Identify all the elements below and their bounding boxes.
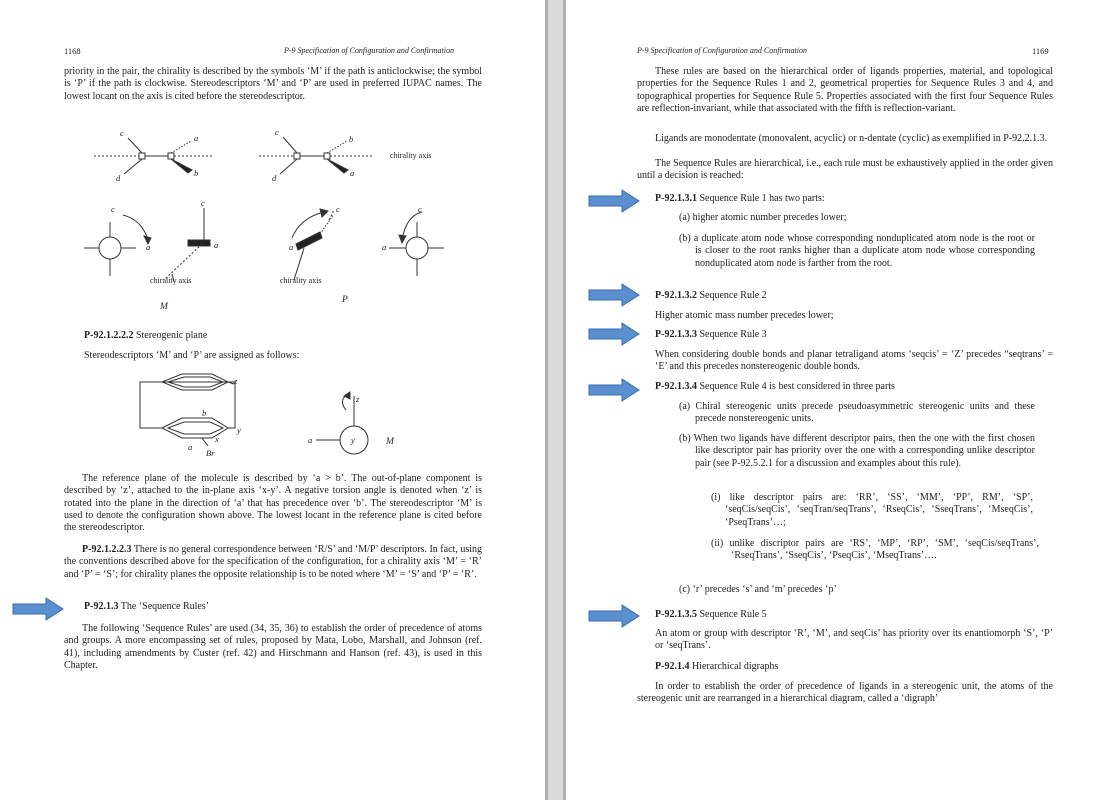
rule-number: P-92.1.3.3 [655,329,697,340]
left-page [0,0,545,800]
fig1-label-a3: a [146,242,151,252]
section-number: P-92.1.4 [655,661,690,672]
rules-paragraph-2: Ligands are monodentate (monovalent, acyclic) or n-dentate (cyclic) as exemplified in P-92.2.1.3. [655,133,1048,144]
reference-plane-paragraph: The reference plane of the molecule is described by ‘a > b’. The out-of-plane component is described by ‘z’, attached to the in-plane axis ‘x-y’. A negative torsion angle is denoted when ‘z’ is rotated into the plane in the direction of ‘a’ that has precedence over ‘b’. The stereodescriptor ‘M’ is used to denote the configuration shown above. The lowest locant in the reference plane is cited before the stereodescriptor. [64,473,482,534]
fig1-label-d2: d [272,173,277,183]
section-number: P-92.1.2.2.2 [84,330,134,341]
rule-5-text: An atom or group with descriptor ‘R’, ‘M’, and seqCis’ has priority over its enantiomorph ‘S’, ‘P’ or ‘seqTrans’. [655,628,1053,652]
section-number: P-92.1.3 [84,601,119,612]
sequence-rules-paragraph: The following ‘Sequence Rules’ are used (34, 35, 36) to establish the order of precedence of atoms and groups. A more encompassing set of rules, proposed by Mata, Lobo, Marshall, and Johnson (ref. 41), including amendments by Custer (ref. 42) and Hirschmann and Hanson (ref. 43), is used in this Chapter. [64,623,482,671]
arrow-icon [588,604,640,628]
intro-paragraph: priority in the pair, the chirality is described by the symbols ‘M’ if the path is anticlockwise; the symbol is ‘P’ if the path is clockwise. Stereodescriptors ‘M’ and ‘P’ are used in preferred IUPAC names. The lowest locant on the axis is cited before the stereodescriptor. [64,66,482,102]
fig2-label-a: a [188,442,193,452]
rule-3-heading [655,329,1053,341]
arrow-icon [588,283,640,307]
fig1-label-a4: a [214,240,219,250]
fig1-label-c5: c [336,204,340,214]
left-page-edge [545,0,548,800]
rule-number: P-92.1.3.2 [655,290,697,301]
rule-4-part-b: (b) When two ligands have different descriptor pairs, then the one with the first chosen like descriptor pair has priority over the one with a corresponding unlike descriptor pair (see P-92.5.2.1 for a discussion and examples about this rule). [679,433,1035,469]
arrow-icon [12,597,64,621]
rule-title: Sequence Rule 4 is best considered in three parts [699,381,895,392]
page-number: 1169 [1032,46,1049,56]
fig1-label-a2: a [350,168,355,178]
rule-title: Sequence Rule 3 [699,329,767,340]
rule-1-heading [655,193,1053,205]
section-title: The ‘Sequence Rules’ [120,601,210,612]
chirality-axis-caption-p: chirality axis [280,276,322,285]
rule-2-heading [655,290,1053,302]
fig2-label-y: y [237,425,241,435]
fig1-label-b2: b [349,134,354,144]
rule-4-like-pairs: (i) like descriptor pairs are: ‘RR’, ‘SS’, ‘MM’, ‘PP’, RM’, ‘SP’, ‘seqCis/seqCis’, ‘seqTran/seqTrans’, ‘RseqCis’, ‘SseqTrans’, ‘MseqCis’, ‘PseqTrans’…; [711,492,1033,528]
section-sequence-rules-heading [84,601,484,613]
fig2-label-x: x [215,434,219,444]
fig2-label-z: z [234,376,238,386]
arrow-icon [588,189,640,213]
symbol-m: M [160,302,168,312]
section-title: Stereogenic plane [135,330,208,341]
rule-2-text: Higher atomic mass number precedes lower; [655,310,834,321]
rule-4-part-c: (c) ‘r’ precedes ‘s’ and ‘m’ precedes ‘p’ [679,584,837,595]
arrow-icon [588,322,640,346]
symbol-p: P [342,295,348,305]
chirality-axis-caption-m: chirality axis [150,276,192,285]
rule-number: P-92.1.3.4 [655,381,697,392]
rule-3-text: When considering double bonds and planar tetraligand atoms ‘seqcis’ = ‘Z’ precedes “seqtrans’ = ‘E’ and this precedes nonstereogenic double bonds. [655,349,1053,373]
running-header: P-9 Specification of Configuration and Confirmation [637,46,807,55]
section-digraphs-heading [655,661,1053,673]
rule-title: Sequence Rule 2 [699,290,767,301]
fig1-label-a1: a [194,133,199,143]
fig1-label-c3: c [111,204,115,214]
fig1-label-c1: c [120,128,124,138]
rule-5-heading [655,609,1053,621]
fig1-label-c2: c [275,127,279,137]
section-number: P-92.1.2.2.3 [82,544,132,555]
section-title: Hierarchical digraphs [691,661,779,672]
section-stereogenic-plane-heading [84,330,484,342]
rules-paragraph-1: These rules are based on the hierarchical order of ligands properties, material, and topological properties for the Sequence Rules 1 and 2, geometrical properties for Sequence Rules 3 and 4, and topographical properties for Sequence Rule 5. Properties associated with the first four Sequence Rules are reflection-invariant, while that associated with the fifth is reflection-variant. [637,66,1053,114]
fig2-label-b: b [202,408,207,418]
fig2-label-br: Br [206,448,215,458]
fig1-label-a5: a [289,242,294,252]
rule-number: P-92.1.3.1 [655,193,697,204]
fig1-label-d1: d [116,173,121,183]
digraphs-paragraph: In order to establish the order of precedence of ligands in a stereogenic unit, the atoms of the stereogenic unit are rearranged in a hierarchical diagram, called a ‘digraph’ [637,681,1053,705]
stereogenic-plane-figure [130,372,420,462]
running-header: P-9 Specification of Configuration and Confirmation [284,46,454,55]
rule-1-part-b: (b) a duplicate atom node whose corresponding nonduplicated atom node is the root or is closer to the root ranks higher than a duplicate atom node whose corresponding nonduplicated atom node is farther from the root. [679,233,1035,269]
page-number: 1168 [64,46,81,56]
section-1223-paragraph [64,544,482,581]
fig1-label-c4: c [201,198,205,208]
rule-4-part-a: (a) Chiral stereogenic units precede pseudoasymmetric stereogenic units and these precede nonstereogenic units. [679,401,1035,425]
rules-paragraph-3: The Sequence Rules are hierarchical, i.e., each rule must be exhaustively applied in the order given until a decision is reached: [637,158,1053,182]
fig2-label-a2: a [308,435,313,445]
section-text: There is no general correspondence between ‘R/S’ and ‘M/P’ descriptors. In fact, using the conventions described above for the specification of the configuration, for a chirality axis ‘M’ = ‘R’ and ‘P’ = ‘S’; for chirality planes the opposite relationship is to be noted where ‘M’ = ‘S’ and ‘P’ = ‘R’. [64,544,482,580]
chirality-axis-label: chirality axis [390,151,432,160]
fig1-label-b1: b [194,168,199,178]
fig2-label-z2: z [356,394,360,404]
rule-4-unlike-pairs: (ii) unlike discriptor pairs are ‘RS’, ‘MP’, ‘RP’, ‘SM’, ‘seqCis/seqTrans’, ‘RseqTrans’, ‘SseqCis’, ‘PseqCis’, ‘MseqTrans’…. [711,538,1039,562]
rule-title: Sequence Rule 5 [699,609,767,620]
fig2-label-y2: y [351,435,355,445]
fig2-label-m: M [386,437,394,447]
rule-number: P-92.1.3.5 [655,609,697,620]
right-page [566,0,1119,800]
stereogenic-plane-text: Stereodescriptors ‘M’ and ‘P’ are assigned as follows: [84,350,300,361]
arrow-icon [588,378,640,402]
rule-4-heading [655,381,1053,393]
rule-title: Sequence Rule 1 has two parts: [699,193,825,204]
fig1-label-c6: c [418,204,422,214]
fig1-label-a6: a [382,242,387,252]
rule-1-part-a: (a) higher atomic number precedes lower; [679,212,847,223]
